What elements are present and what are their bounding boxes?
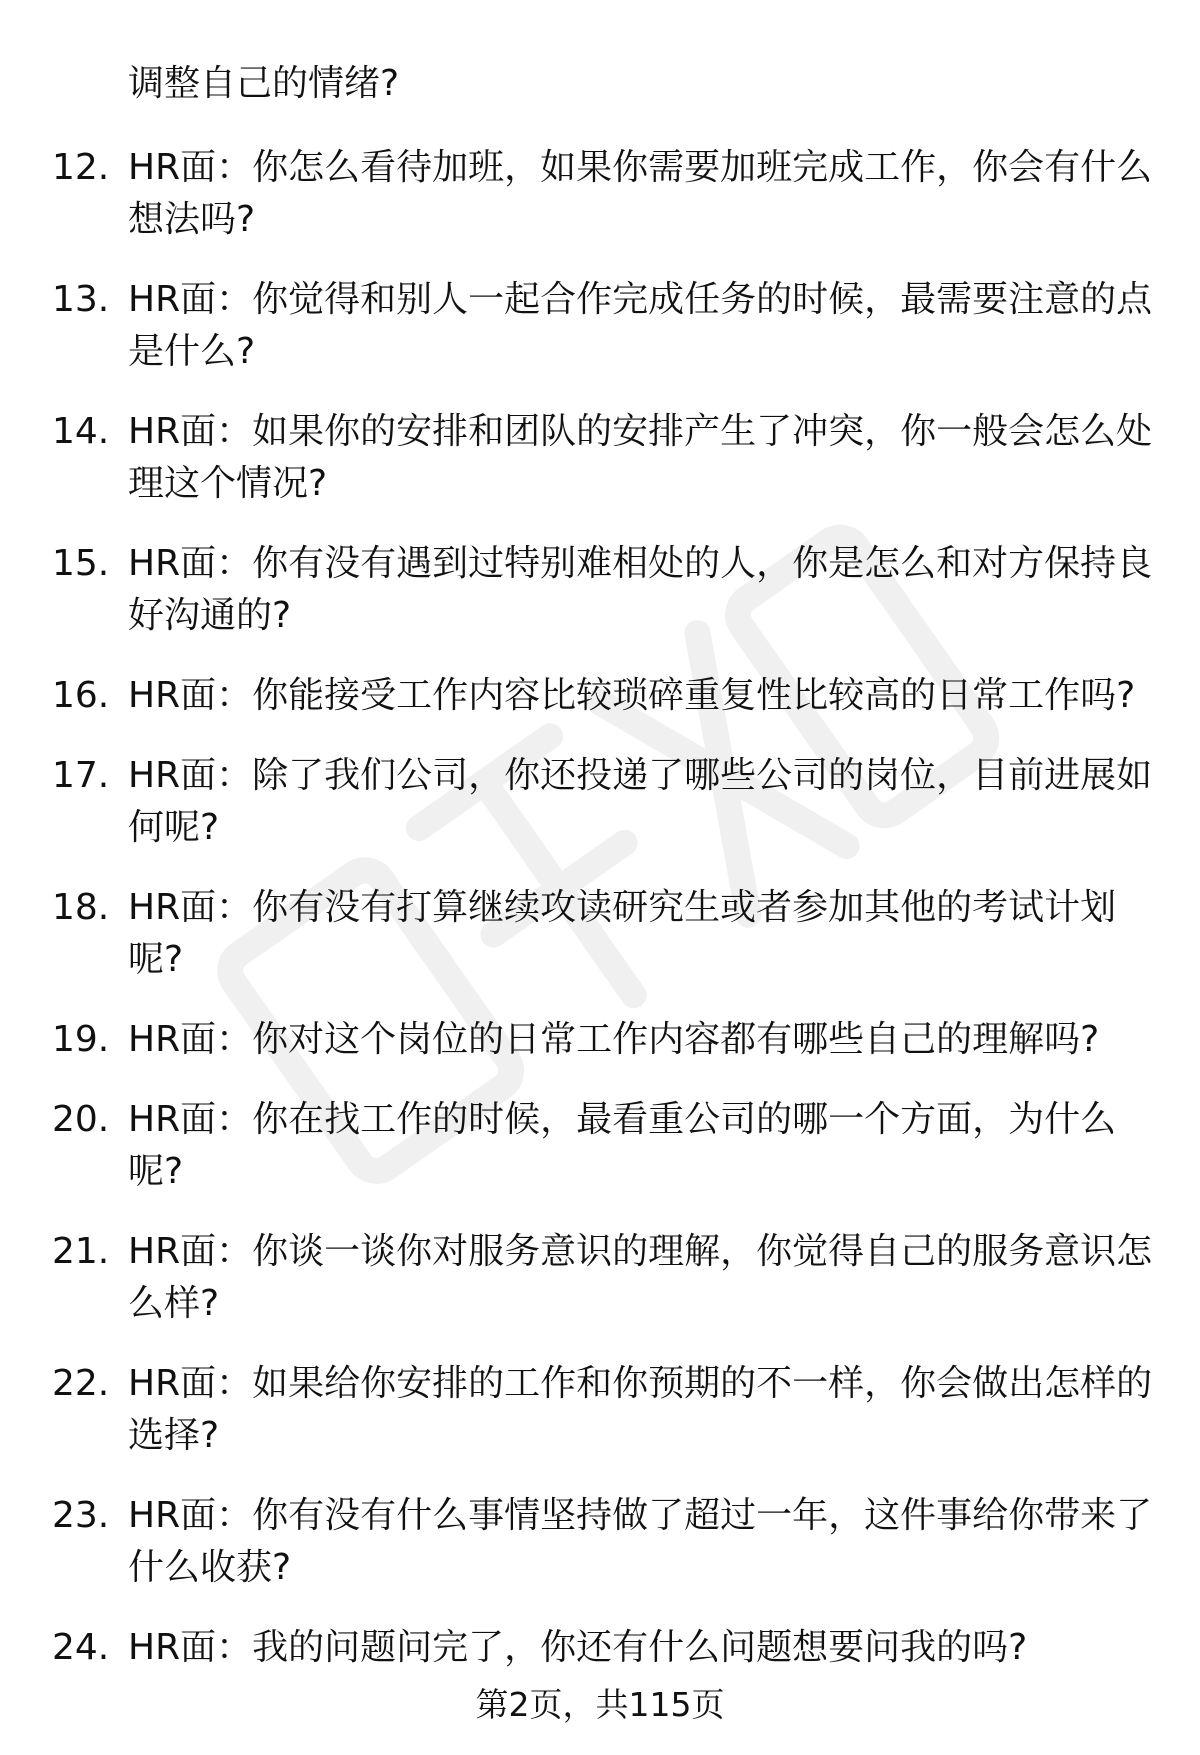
question-number: 22. — [52, 1363, 110, 1404]
question-text: HR面：你谈一谈你对服务意识的理解，你觉得自己的服务意识怎么样? — [128, 1231, 1153, 1324]
question-number: 20. — [52, 1099, 110, 1140]
list-item — [0, 274, 1168, 378]
continued-question-text: 调整自己的情绪? — [128, 63, 400, 104]
list-item — [0, 670, 1168, 722]
question-number: 18. — [52, 887, 110, 928]
question-text: HR面：你对这个岗位的日常工作内容都有哪些自己的理解吗? — [128, 1019, 1100, 1060]
question-number: 13. — [52, 279, 110, 320]
list-item — [0, 1490, 1168, 1594]
question-number: 24. — [52, 1627, 110, 1668]
question-text: HR面：除了我们公司，你还投递了哪些公司的岗位，目前进展如何呢? — [128, 755, 1153, 848]
question-number: 12. — [52, 147, 110, 188]
question-text: HR面：你怎么看待加班，如果你需要加班完成工作，你会有什么想法吗? — [128, 147, 1153, 240]
question-list — [0, 142, 1200, 1702]
list-item — [0, 1014, 1168, 1066]
question-text: HR面：你觉得和别人一起合作完成任务的时候，最需要注意的点是什么? — [128, 279, 1153, 372]
question-text: HR面：你有没有遇到过特别难相处的人，你是怎么和对方保持良好沟通的? — [128, 543, 1153, 636]
list-item — [0, 882, 1168, 986]
question-number: 17. — [52, 755, 110, 796]
list-item — [0, 1226, 1168, 1330]
page-footer: 第2页，共115页 — [475, 1685, 725, 1724]
question-text: HR面：我的问题问完了，你还有什么问题想要问我的吗? — [128, 1627, 1028, 1668]
list-item — [0, 1358, 1168, 1462]
list-item — [0, 142, 1168, 246]
question-text: HR面：如果你的安排和团队的安排产生了冲突，你一般会怎么处理这个情况? — [128, 411, 1153, 504]
question-number: 16. — [52, 675, 110, 716]
question-number: 21. — [52, 1231, 110, 1272]
question-text: HR面：你有没有打算继续攻读研究生或者参加其他的考试计划呢? — [128, 887, 1117, 980]
question-text: HR面：你能接受工作内容比较琐碎重复性比较高的日常工作吗? — [128, 675, 1136, 716]
question-number: 19. — [52, 1019, 110, 1060]
list-item — [0, 1094, 1168, 1198]
list-item — [0, 1622, 1168, 1674]
list-item — [0, 750, 1168, 854]
question-text: HR面：你有没有什么事情坚持做了超过一年，这件事给你带来了什么收获? — [128, 1495, 1153, 1588]
question-number: 23. — [52, 1495, 110, 1536]
question-text: HR面：如果给你安排的工作和你预期的不一样，你会做出怎样的选择? — [128, 1363, 1153, 1456]
list-item — [0, 538, 1168, 642]
question-text: HR面：你在找工作的时候，最看重公司的哪一个方面，为什么呢? — [128, 1099, 1117, 1192]
question-number: 14. — [52, 411, 110, 452]
list-item — [0, 406, 1168, 510]
question-number: 15. — [52, 543, 110, 584]
